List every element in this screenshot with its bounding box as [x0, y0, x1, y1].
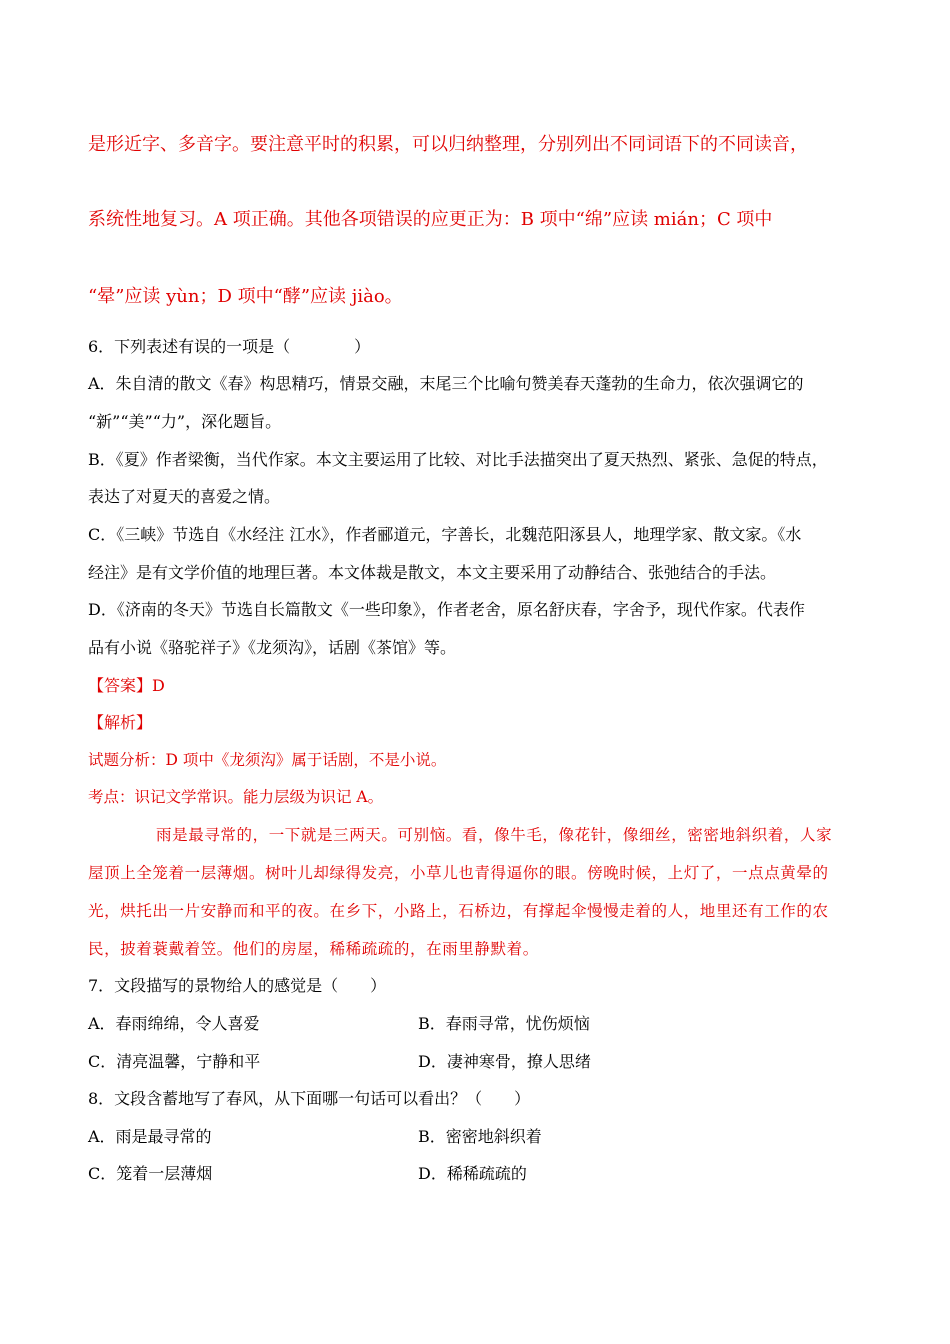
explanation-line-3: “晕”应读 yùn；D 项中“酵”应读 jiào。 — [88, 286, 403, 307]
q8-option-b: B．密密地斜织着 — [418, 1127, 542, 1146]
q8-option-a: A．雨是最寻常的 — [88, 1127, 212, 1146]
passage-line-1: 雨是最寻常的，一下就是三两天。可别恼。看，像牛毛，像花针，像细丝，密密地斜织着，人家 — [156, 826, 833, 844]
analysis-label: 【解析】 — [88, 713, 153, 732]
q6-option-d-line1: D．《济南的冬天》节选自长篇散文《一些印象》，作者老舍，原名舒庆春，字舍予，现代作家。代表作 — [88, 600, 805, 619]
answer-value: D — [152, 676, 165, 695]
q8-option-d: D．稀稀疏疏的 — [418, 1164, 527, 1183]
exam-point: 考点：识记文学常识。能力层级为识记 A。 — [88, 788, 384, 806]
q7-option-d: D．凄神寒骨，撩人思绪 — [418, 1052, 591, 1071]
q6-option-d-line2: 品有小说《骆驼祥子》《龙须沟》，话剧《茶馆》等。 — [88, 638, 457, 657]
answer-row — [88, 675, 165, 697]
q7-option-a: A．春雨绵绵，令人喜爱 — [88, 1014, 260, 1033]
q6-option-a-line2: “新”“美”“力”，深化题旨。 — [88, 412, 282, 431]
q6-option-b-line2: 表达了对夏天的喜爱之情。 — [88, 487, 281, 506]
q6-stem: 6．下列表述有误的一项是（ ） — [88, 337, 371, 356]
explanation-line-1: 是形近字、多音字。要注意平时的积累，可以归纳整理，分别列出不同词语下的不同读音， — [88, 134, 808, 155]
analysis-text: 试题分析：D 项中《龙须沟》属于话剧，不是小说。 — [88, 751, 447, 769]
q6-option-c-line1: C．《三峡》节选自《水经注 江水》，作者郦道元，字善长，北魏范阳涿县人，地理学家、散文家。《水 — [88, 525, 802, 544]
q6-option-c-line2: 经注》是有文学价值的地理巨著。本文体裁是散文，本文主要采用了动静结合、张弛结合的手法。 — [88, 563, 777, 582]
passage-line-4: 民，披着蓑戴着笠。他们的房屋，稀稀疏疏的，在雨里静默着。 — [88, 940, 539, 958]
answer-label: 【答案】 — [88, 676, 153, 695]
q7-stem: 7．文段描写的景物给人的感觉是（ ） — [88, 976, 387, 995]
q8-stem: 8．文段含蓄地写了春风，从下面哪一句话可以看出？（ ） — [88, 1089, 531, 1108]
q6-option-a-line1: A．朱自清的散文《春》构思精巧，情景交融，末尾三个比喻句赞美春天蓬勃的生命力，依次强调它的 — [88, 374, 804, 393]
explanation-line-2: 系统性地复习。A 项正确。其他各项错误的应更正为：B 项中“绵”应读 mián；C 项中 — [88, 209, 773, 230]
q7-option-b: B．春雨寻常，忧伤烦恼 — [418, 1014, 590, 1033]
passage-line-3: 光，烘托出一片安静而和平的夜。在乡下，小路上，石桥边，有撑起伞慢慢走着的人，地里还有工作的农 — [88, 902, 829, 920]
q7-option-c: C．清亮温馨，宁静和平 — [88, 1052, 261, 1071]
passage-line-2: 屋顶上全笼着一层薄烟。树叶儿却绿得发亮，小草儿也青得逼你的眼。傍晚时候，上灯了，一点点黄晕的 — [88, 864, 829, 882]
q8-option-c: C．笼着一层薄烟 — [88, 1164, 213, 1183]
q6-option-b-line1: B．《夏》作者梁衡，当代作家。本文主要运用了比较、对比手法描突出了夏天热烈、紧张、急促的特点， — [88, 450, 828, 469]
